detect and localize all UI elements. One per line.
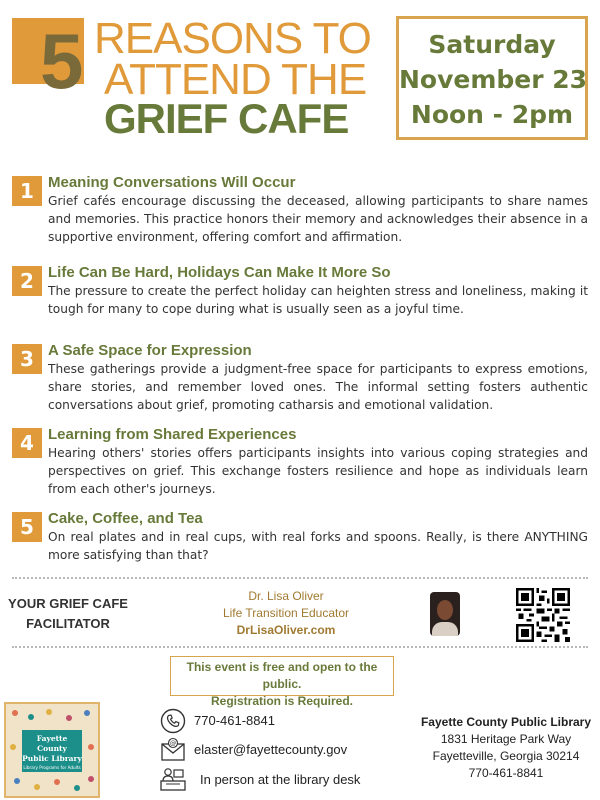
divider-top [12, 577, 588, 579]
reason-text: On real plates and in real cups, with real forks and spoons. Really, is there ANYTHING more satisfying than that? [48, 530, 588, 562]
library-street: 1831 Heritage Park Way [440, 732, 572, 746]
reason-text: These gatherings provide a judgment-free space for participants to express emotions, share stories, and remember loved ones. The informal setting fosters authentic conversations about grief, promoting catharsis and emotional validation. [48, 362, 588, 412]
reason-number: 4 [12, 428, 42, 458]
reason-title: Meaning Conversations Will Occur [48, 174, 296, 191]
reason-number: 5 [12, 512, 42, 542]
facilitator-role: Life Transition Educator [222, 606, 350, 620]
notice-line-1: This event is free and open to the public. [186, 660, 378, 691]
reason-1 [12, 174, 592, 244]
facilitator-info [206, 588, 366, 639]
event-time: Noon - 2pm [410, 100, 574, 129]
reason-number: 3 [12, 344, 42, 374]
reason-text: Hearing others' stories offers participants insights into various coping strategies and perspectives on grief. This exchange fosters resilience and hope as individuals learn from each other's journeys. [48, 446, 588, 496]
email-icon [160, 736, 186, 762]
logo-line-1: Fayette County [36, 734, 68, 753]
library-phone[interactable]: 770-461-8841 [468, 766, 544, 780]
facilitator-label-line-2: FACILITATOR [26, 616, 110, 631]
facilitator-name: Dr. Lisa Oliver [248, 589, 324, 603]
reason-number: 2 [12, 266, 42, 296]
reason-2 [12, 266, 592, 316]
reason-3 [12, 342, 592, 412]
library-logo-badge [22, 730, 82, 772]
library-address [418, 714, 594, 782]
event-date: November 23 [399, 65, 588, 94]
phone-icon [160, 708, 186, 734]
reason-title: Cake, Coffee, and Tea [48, 510, 203, 527]
facilitator-label-line-1: YOUR GRIEF CAFE [8, 596, 128, 611]
big-number-five: 5 [40, 17, 84, 105]
divider-bottom [12, 646, 588, 648]
reason-number: 1 [12, 176, 42, 206]
reason-text: Grief cafés encourage discussing the deceased, allowing participants to share names and memories. This practice honors their memory and acknowledges their absence in a supportive environment, offering comfort and affirmation. [48, 194, 588, 244]
contact-email[interactable]: elaster@fayettecounty.gov [194, 742, 348, 757]
contact-phone[interactable]: 770-461-8841 [194, 713, 275, 728]
title-line-3: GRIEF CAFE [104, 95, 349, 142]
reason-5 [12, 512, 592, 562]
library-city: Fayetteville, Georgia 30214 [432, 749, 580, 763]
reason-4 [12, 426, 592, 496]
contact-in-person: In person at the library desk [200, 772, 361, 787]
reason-text: The pressure to create the perfect holiday can heighten stress and loneliness, making it tough for many to cope during what is usually seen as a joyful time. [48, 284, 588, 316]
event-date-box [396, 16, 588, 140]
library-name: Fayette County Public Library [420, 715, 592, 729]
notice-line-2: Registration is Required. [210, 694, 354, 708]
reason-title: A Safe Space for Expression [48, 342, 252, 359]
logo-tagline: Library Programs for Adults [23, 765, 81, 770]
reason-title: Learning from Shared Experiences [48, 426, 297, 443]
reason-title: Life Can Be Hard, Holidays Can Make It More So [48, 264, 391, 281]
facilitator-website[interactable]: DrLisaOliver.com [236, 623, 336, 637]
registration-notice [170, 656, 394, 708]
qr-code-icon[interactable] [516, 588, 570, 642]
title-line-1: REASONS TO [94, 14, 371, 63]
logo-line-2: Public Library [22, 754, 82, 763]
facilitator-label [8, 594, 128, 634]
title-line-2: ATTEND THE [104, 55, 367, 104]
library-logo [4, 702, 100, 798]
event-day: Saturday [428, 30, 556, 59]
facilitator-photo [430, 592, 460, 636]
desk-icon [160, 766, 186, 792]
svg-text:@: @ [169, 739, 177, 748]
